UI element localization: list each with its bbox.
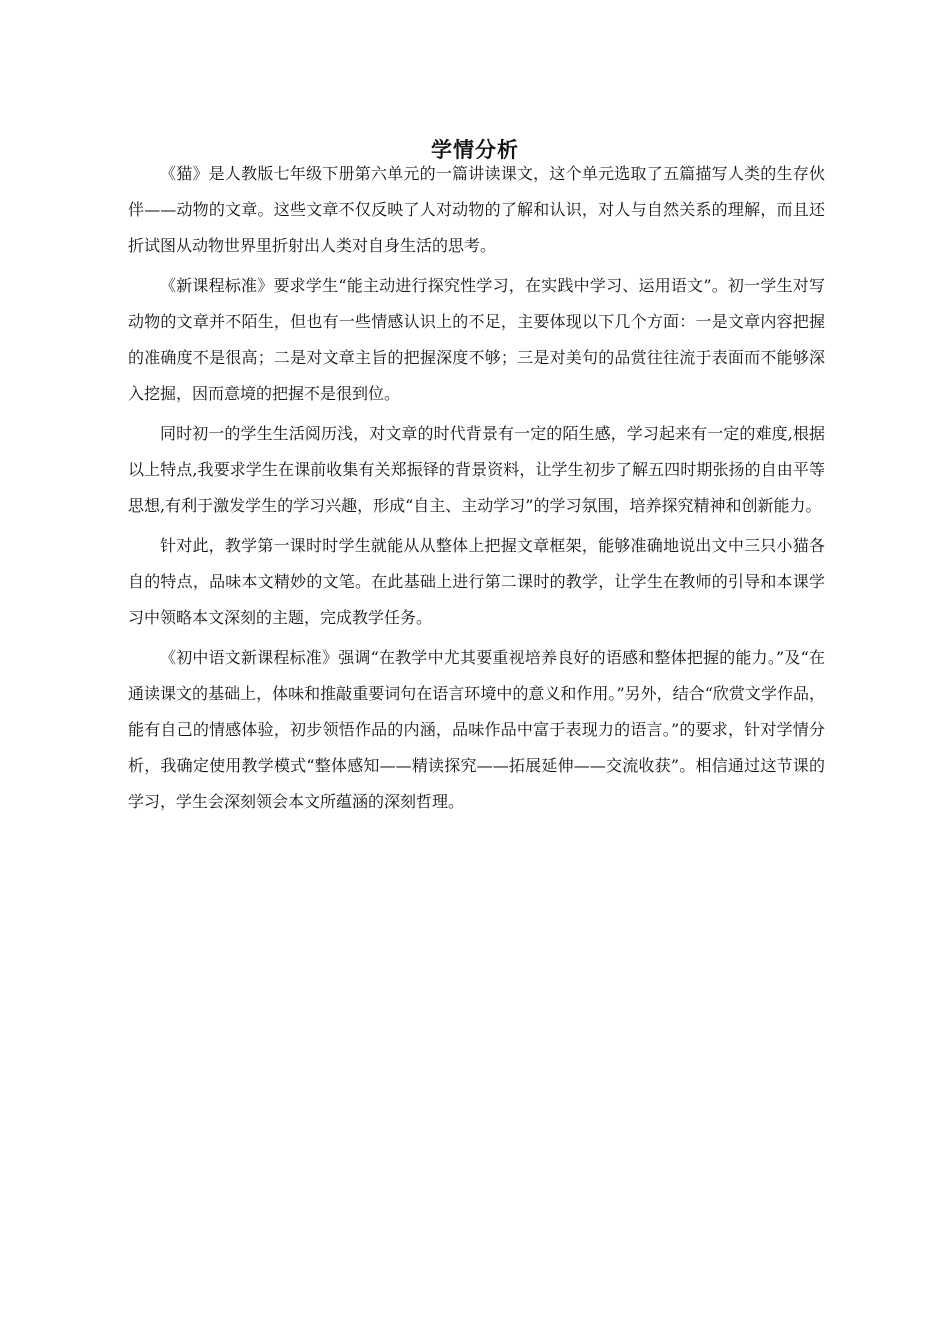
paragraph-2: 《新课程标准》要求学生“能主动进行探究性学习，在实践中学习、运用语文”。初一学生对写动物的文章并不陌生，但也有一些情感认识上的不足，主要体现以下几个方面：一是文章内容把握的准确度不是很高；二是对文章主旨的把握深度不够；三是对美句的品赏往往流于表面而不能够深入挖掘，因而意境的把握不是很到位。 <box>128 276 825 403</box>
document-body <box>128 156 825 824</box>
paragraph-3: 同时初一的学生生活阅历浅，对文章的时代背景有一定的陌生感，学习起来有一定的难度,根据以上特点,我要求学生在课前收集有关郑振铎的背景资料，让学生初步了解五四时期张扬的自由平等思想,有利于激发学生的学习兴趣，形成“自主、主动学习”的学习氛围，培养探究精神和创新能力。 <box>128 424 825 515</box>
paragraph-4: 针对此，教学第一课时时学生就能从从整体上把握文章框架，能够准确地说出文中三只小猫各自的特点，品味本文精妙的文笔。在此基础上进行第二课时的教学，让学生在教师的引导和本课学习中领略本文深刻的主题，完成教学任务。 <box>128 536 825 627</box>
paragraph-1: 《猫》是人教版七年级下册第六单元的一篇讲读课文，这个单元选取了五篇描写人类的生存伙伴——动物的文章。这些文章不仅反映了人对动物的了解和认识，对人与自然关系的理解，而且还折试图从动物世界里折射出人类对自身生活的思考。 <box>128 164 825 255</box>
paragraph-5: 《初中语文新课程标准》强调“在教学中尤其要重视培养良好的语感和整体把握的能力。”及“在通读课文的基础上，体味和推敲重要词句在语言环境中的意义和作用。”另外，结合“欣赏文学作品，能有自己的情感体验，初步领悟作品的内涵，品味作品中富于表现力的语言。”的要求，针对学情分析，我确定使用教学模式“整体感知——精读探究——拓展延伸——交流收获”。相信通过这节课的学习，学生会深刻领会本文所蕴涵的深刻哲理。 <box>128 648 825 811</box>
document-title: 学情分析 <box>431 138 519 163</box>
